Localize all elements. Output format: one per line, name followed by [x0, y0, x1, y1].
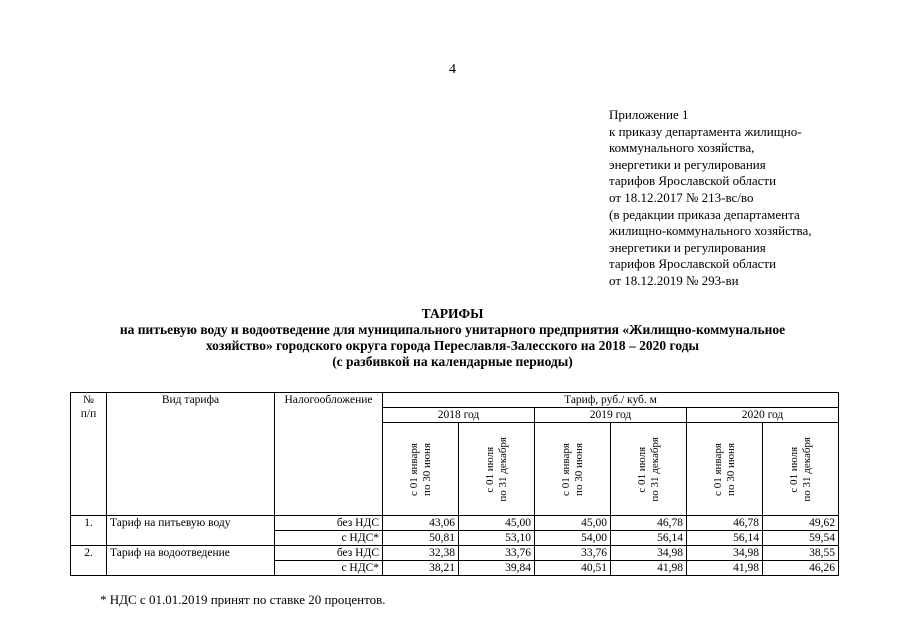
header-tariff: Тариф, руб./ куб. м — [383, 393, 839, 408]
value-cell: 50,81 — [383, 531, 459, 546]
value-cell: 38,21 — [383, 561, 459, 576]
value-cell: 33,76 — [535, 546, 611, 561]
title-line: (с разбивкой на календарные периоды) — [332, 354, 573, 369]
appendix-line: Приложение 1 — [609, 107, 689, 122]
row-tax: без НДС — [275, 516, 383, 531]
value-cell: 56,14 — [611, 531, 687, 546]
value-cell: 45,00 — [459, 516, 535, 531]
header-year: 2019 год — [535, 408, 687, 423]
appendix-line: энергетики и регулирования — [609, 156, 766, 172]
title-line: на питьевую воду и водоотведение для муниципального унитарного предприятия «Жилищно-коммунальное — [119, 322, 786, 337]
appendix-line: от 18.12.2019 № 293-ви — [609, 272, 739, 288]
row-num: 2. — [71, 546, 107, 576]
value-cell: 41,98 — [687, 561, 763, 576]
footnote: * НДС с 01.01.2019 принят по ставке 20 процентов. — [100, 592, 386, 607]
value-cell: 45,00 — [535, 516, 611, 531]
appendix-line: тарифов Ярославской области — [609, 173, 777, 189]
title-heading: ТАРИФЫ — [421, 306, 484, 321]
row-name: Тариф на водоотведение — [107, 546, 275, 576]
value-cell: 56,14 — [687, 531, 763, 546]
value-cell: 54,00 — [535, 531, 611, 546]
appendix-line: (в редакции приказа департамента — [609, 206, 800, 222]
header-period: с 01 июля по 31 декабря — [483, 436, 509, 502]
value-cell: 34,98 — [687, 546, 763, 561]
value-cell: 33,76 — [459, 546, 535, 561]
value-cell: 59,54 — [763, 531, 839, 546]
header-period: с 01 июля по 31 декабря — [635, 436, 661, 502]
appendix-line: тарифов Ярославской области — [609, 256, 777, 272]
header-period: с 01 июля по 31 декабря — [787, 436, 813, 502]
value-cell: 38,55 — [763, 546, 839, 561]
value-cell: 34,98 — [611, 546, 687, 561]
row-tax: с НДС* — [275, 561, 383, 576]
value-cell: 46,78 — [611, 516, 687, 531]
header-period: с 01 января по 30 июня — [559, 442, 585, 496]
value-cell: 32,38 — [383, 546, 459, 561]
value-cell: 40,51 — [535, 561, 611, 576]
value-cell: 53,10 — [459, 531, 535, 546]
appendix-line: энергетики и регулирования — [609, 239, 766, 255]
header-period: с 01 января по 30 июня — [407, 442, 433, 496]
header-type: Вид тарифа — [107, 393, 275, 516]
appendix-line: коммунального хозяйства, — [609, 140, 755, 156]
title-line: хозяйство» городского округа города Переславля-Залесского на 2018 – 2020 годы — [205, 338, 700, 353]
value-cell: 46,78 — [687, 516, 763, 531]
table-row — [71, 516, 839, 531]
tariff-table — [70, 392, 839, 576]
value-cell: 46,26 — [763, 561, 839, 576]
row-tax: без НДС — [275, 546, 383, 561]
appendix-line: к приказу департамента жилищно- — [609, 123, 802, 139]
appendix-line: от 18.12.2017 № 213-вс/во — [609, 189, 754, 205]
page-number: 4 — [449, 62, 456, 77]
row-num: 1. — [71, 516, 107, 546]
table-row — [71, 546, 839, 561]
value-cell: 39,84 — [459, 561, 535, 576]
value-cell: 49,62 — [763, 516, 839, 531]
header-year: 2018 год — [383, 408, 535, 423]
value-cell: 41,98 — [611, 561, 687, 576]
value-cell: 43,06 — [383, 516, 459, 531]
document-title — [0, 306, 905, 370]
appendix-line: жилищно-коммунального хозяйства, — [609, 223, 812, 239]
appendix-note — [609, 107, 899, 290]
row-tax: с НДС* — [275, 531, 383, 546]
header-tax: Налогообложение — [275, 393, 383, 516]
row-name: Тариф на питьевую воду — [107, 516, 275, 546]
header-year: 2020 год — [687, 408, 839, 423]
header-num: № п/п — [71, 393, 107, 516]
header-period: с 01 января по 30 июня — [711, 442, 737, 496]
